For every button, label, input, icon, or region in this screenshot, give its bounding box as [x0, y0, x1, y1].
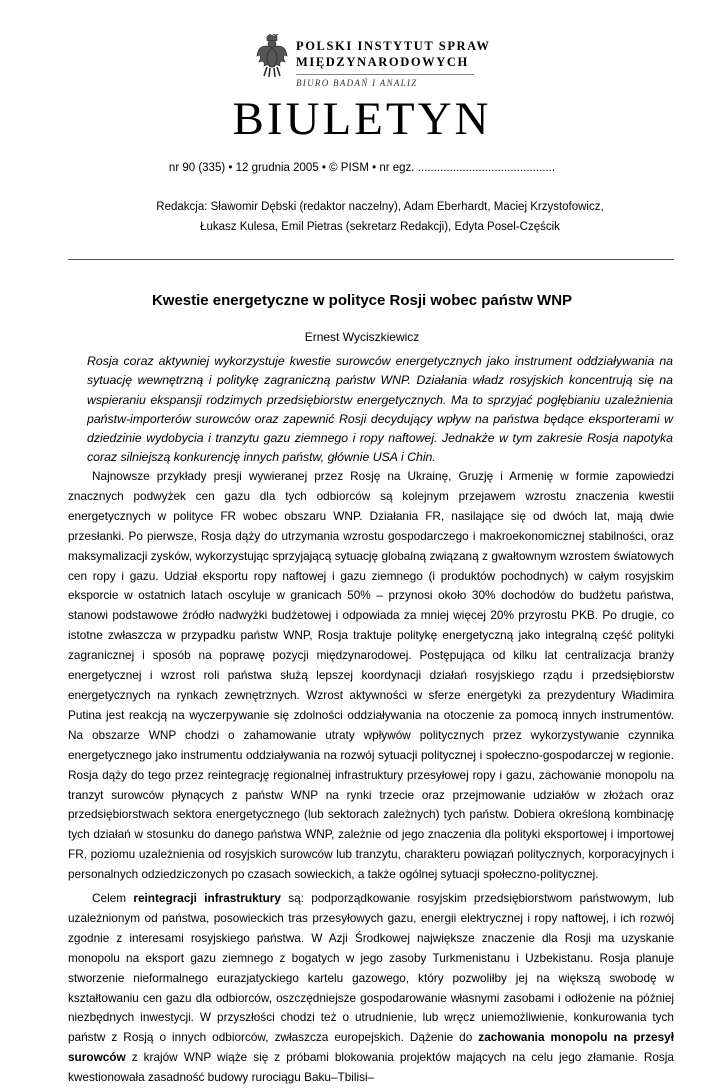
- bold-phrase: zachowania monopolu na przesył surowców: [68, 1030, 674, 1065]
- paragraph-text: Celem: [92, 891, 134, 906]
- editorial-line-2: Łukasz Kulesa, Emil Pietras (sekretarz Redakcji), Edyta Posel-Częścik: [200, 221, 560, 233]
- header-divider: [68, 259, 674, 260]
- editorial-board: [100, 197, 660, 237]
- article-body: [68, 467, 674, 1092]
- article-author: Ernest Wyciszkiewicz: [304, 330, 420, 344]
- editorial-line-1: Redakcja: Sławomir Dębski (redaktor naczelny), Adam Eberhardt, Maciej Krzystofowicz,: [156, 201, 604, 213]
- body-paragraph-2: [68, 889, 674, 1088]
- paragraph-text: z krajów WNP wiąże się z próbami blokowania projektów mających na celu jego złamanie. Rosja kwestionowała zasadność budowy rurociągu Baku–Tbilisi–: [68, 1050, 674, 1085]
- bold-phrase: reintegracji infrastruktury: [133, 891, 281, 906]
- article-abstract: Rosja coraz aktywniej wykorzystuje kwestie surowców energetycznych jako instrument oddziaływania na sytuację wewnętrzną i politykę zagraniczną państw WNP. Działania władz rosyjskich koncentrują się na wspieraniu ekspansji rodzimych przedsiębiorstw energetycznych. Ma to sprzyjać pogłębianiu uzależnienia państw-importerów surowców oraz zapewnić Rosji decydujący wpływ na państwa będące eksporterami w dziedzinie wydobycia i tranzytu gazu ziemnego i ropy naftowej. Jednakże w tym zakresie Rosja napotyka coraz silniejszą konkurencję innych państw, głównie USA i Chin.: [87, 354, 673, 465]
- institute-name-line2: MIĘDZYNARODOWYCH: [296, 55, 469, 69]
- masthead: [0, 30, 724, 150]
- issue-info: nr 90 (335) • 12 grudnia 2005 • © PISM • nr egz. ...........................................: [168, 162, 556, 174]
- body-paragraph-1: Najnowsze przykłady presji wywieranej przez Rosję na Ukrainę, Gruzję i Armenię w formie zapowiedzi znacznych podwyżek cen gazu dla tych odbiorców są kolejnym przejawem wzrostu znaczenia kwestii energetycznych w polityce FR wobec obszaru WNP. Działania FR, nasilające się od dwóch lat, mają dwie przesłanki. Po pierwsze, Rosja dąży do utrzymania wzrostu gospodarczego i makroekonomicznej stabilności, oraz maksymalizacji zysków, wykorzystując sprzyjającą sytuację globalną związaną z gwałtownym wzrostem światowych cen ropy i gazu. Udział eksportu ropy naftowej i gazu ziemnego (i produktów pochodnych) w całym rosyjskim eksporcie w ostatnich latach oscyluje w granicach 50% – przynosi około 30% dochodów do budżetu państwa, stanowi podstawowe źródło nadwyżki budżetowej i odpowiada za mniej więcej 20% przyrostu PKB. Po drugie, co istotne zwłaszcza w przypadku państw WNP, Rosja traktuje politykę energetyczną jako integralną część polityki zagranicznej i sposób na poprawę pozycji międzynarodowej. Postępująca od kilku lat centralizacja branży energetycznej i wzrost roli państwa służą lepszej koordynacji działań rosyjskiego rządu i przedsiębiorstw energetycznych na rynkach zewnętrznych. Wzrost aktywności w sferze energetyki za prezydentury Władimira Putina jest reakcją na wyczerpywanie się zdolności oddziaływania na otoczenie za pomocą innych instrumentów. Na obszarze WNP chodzi o zahamowanie utraty wpływów politycznych przez wykorzystywanie czynnika energetycznego jako instrumentu oddziaływania na rozwój sytuacji politycznej i społeczno-gospodarczej w regionie. Rosja dąży do tego przez reintegrację regionalnej infrastruktury przesyłowej ropy i gazu, zachowanie monopolu na tranzyt surowców płynących z państw WNP na rynki trzecie oraz przejmowanie udziałów w złożach oraz przedsiębiorstwach sektora energetycznego (lub sektorach zależnych) tych państw. Dobiera określoną kombinację tych działań w stosunku do danego państwa WNP, zależnie od jego znaczenia dla polityki eksportowej i importowej FR, poziomu uzależnienia od rosyjskich surowców lub tranzytu, charakteru powiązań politycznych, korporacyjnych i personalnych odziedziczonych po czasach sowieckich, a także ogólnej sytuacji społeczno-politycznej.: [68, 469, 674, 882]
- polish-eagle-emblem-icon: [256, 34, 288, 78]
- publication-title: BIULETYN: [232, 93, 492, 145]
- paragraph-text: są: podporządkowanie rosyjskim przedsiębiorstwom państwowym, lub uzależnionym od państwa, posowieckich tras przesyłowych gazu, energii elektrycznej i ropy naftowej, i ich rozwój zgodnie z interesami rosyjskiego państwa. W Azji Środkowej największe znaczenie dla Rosji ma uzyskanie monopolu na eksport gazu ziemnego z bogatych w jego zasoby Turkmenistanu i Uzbekistanu. Rosja planuje stworzenie nieformalnego eurazjatyckiego kartelu gazowego, który pozwoliłby jej na większą swobodę w kształtowaniu cen gazu dla odbiorców, oszczędniejsze gospodarowanie własnymi zasobami i odłożenie na później niezbędnych inwestycji. W przyszłości chodzi też o utrudnienie, lub wręcz uniemożliwienie, konkurowania tych państw z Rosją o innych odbiorców, zwłaszcza europejskich. Dążenie do: [68, 891, 674, 1045]
- office-name: BIURO BADAŃ I ANALIZ: [296, 74, 474, 88]
- institute-name-line1: POLSKI INSTYTUT SPRAW: [296, 39, 491, 53]
- article-title: Kwestie energetyczne w polityce Rosji wobec państw WNP: [151, 292, 573, 309]
